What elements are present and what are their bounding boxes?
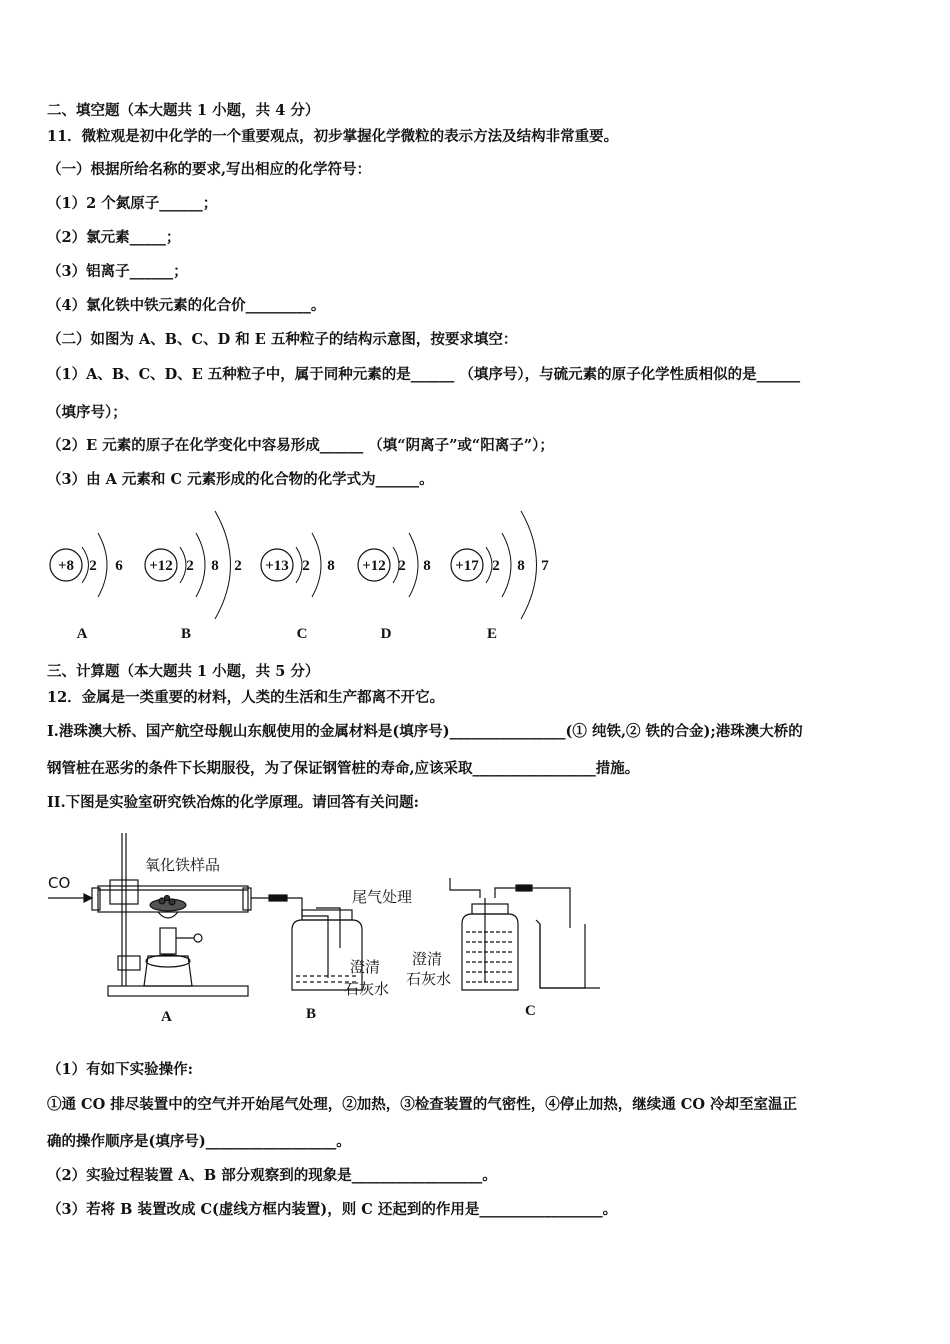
particle-e-shell-3: 7 — [541, 558, 549, 574]
particle-a-shell-1: 2 — [89, 558, 97, 574]
particle-c-label: C — [296, 626, 308, 642]
particle-e-shell-2: 8 — [517, 558, 525, 574]
particle-b-label: B — [180, 626, 192, 642]
q11-part2-item1a: （1）A、B、C、D、E 五种粒子中，属于同种元素的是______ （填序号），与硫元素的原子化学性质相似的是______ — [47, 366, 801, 383]
particle-b-shell-1: 2 — [186, 558, 194, 574]
q11-part1-item4: （4）氯化铁中铁元素的化合价_________。 — [47, 297, 326, 314]
particle-e-label: E — [486, 626, 498, 642]
particle-d-shell-1: 2 — [398, 558, 406, 574]
q12-question-3: （3）若将 B 装置改成 C(虚线方框内装置)，则 C 还起到的作用是_________________。 — [47, 1201, 618, 1218]
q11-part2-item1b: （填序号）； — [47, 404, 127, 421]
apparatus-sample-label: 氧化铁样品 — [145, 856, 221, 874]
particle-b — [145, 511, 242, 642]
particle-c-nucleus: +13 — [265, 558, 289, 574]
particle-a-shell-2: 6 — [115, 558, 123, 574]
particle-c-shell-1: 2 — [302, 558, 310, 574]
q11-part2-title: （二）如图为 A、B、C、D 和 E 五种粒子的结构示意图，按要求填空： — [47, 331, 518, 348]
q11-part2-item3: （3）由 A 元素和 C 元素形成的化合物的化学式为______。 — [47, 471, 434, 488]
particle-b-nucleus: +12 — [149, 558, 173, 574]
apparatus-limewater-c-2: 石灰水 — [406, 970, 452, 988]
q11-part1-item2: （2）氯元素_____； — [47, 229, 181, 246]
particle-e — [451, 511, 549, 642]
q11-part1-item3: （3）铝离子______； — [47, 263, 188, 280]
particle-b-shell-3: 2 — [234, 558, 242, 574]
apparatus-exhaust-label: 尾气处理 — [352, 888, 413, 906]
particle-a — [50, 533, 123, 642]
q11-part1-title: （一）根据所给名称的要求,写出相应的化学符号： — [47, 161, 372, 178]
apparatus-limewater-b-1: 澄清 — [350, 958, 381, 976]
particle-b-shell-2: 8 — [211, 558, 219, 574]
q12-part-i-line2: 钢管桩在恶劣的条件下长期服役，为了保证钢管桩的寿命,应该采取_________________措施。 — [47, 760, 640, 777]
particle-a-nucleus: +8 — [57, 558, 75, 574]
particle-structure-diagrams — [40, 495, 580, 650]
apparatus-limewater-c-1: 澄清 — [412, 950, 443, 968]
particle-a-label: A — [76, 626, 88, 642]
particle-d-nucleus: +12 — [362, 558, 386, 574]
apparatus-co-label: CO — [48, 874, 71, 892]
section-3-heading: 三、计算题（本大题共 1 小题，共 5 分） — [47, 663, 320, 680]
particle-e-shell-1: 2 — [492, 558, 500, 574]
apparatus-a-label: A — [161, 1009, 172, 1025]
particle-d-shell-2: 8 — [423, 558, 431, 574]
q12-ops-line1: ①通 CO 排尽装置中的空气并开始尾气处理，②加热，③检查装置的气密性，④停止加热，继续通 CO 冷却至室温正 — [47, 1096, 798, 1113]
q12-stem: 12．金属是一类重要的材料，人类的生活和生产都离不开它。 — [47, 689, 445, 706]
q12-ops-title: （1）有如下实验操作: — [47, 1061, 193, 1078]
particle-e-nucleus: +17 — [455, 558, 479, 574]
apparatus-b-label: B — [306, 1006, 317, 1022]
q11-stem: 11．微粒观是初中化学的一个重要观点，初步掌握化学微粒的表示方法及结构非常重要。 — [47, 128, 619, 145]
particle-d — [358, 533, 431, 642]
q12-ops-line2: 确的操作顺序是(填序号)__________________。 — [47, 1133, 351, 1150]
q11-part2-item2: （2）E 元素的原子在化学变化中容易形成______ （填“阴离子”或“阳离子”）； — [47, 437, 554, 454]
particle-d-label: D — [380, 626, 392, 642]
apparatus-limewater-b-2: 石灰水 — [344, 980, 390, 998]
particle-c — [261, 533, 335, 642]
q11-part1-item1: （1）2 个氮原子______； — [47, 195, 218, 212]
q12-question-2: （2）实验过程装置 A、B 部分观察到的现象是__________________。 — [47, 1167, 497, 1184]
q12-part-i-line1: I.港珠澳大桥、国产航空母舰山东舰使用的金属材料是(填序号)________________(① 纯铁,② 铁的合金);港珠澳大桥的 — [47, 723, 803, 740]
section-2-heading: 二、填空题（本大题共 1 小题，共 4 分） — [47, 102, 320, 119]
apparatus-c-label: C — [525, 1003, 536, 1019]
q12-part-ii-line: II.下图是实验室研究铁冶炼的化学原理。请回答有关问题: — [47, 794, 419, 811]
particle-c-shell-2: 8 — [327, 558, 335, 574]
iron-smelting-apparatus — [40, 828, 600, 1028]
